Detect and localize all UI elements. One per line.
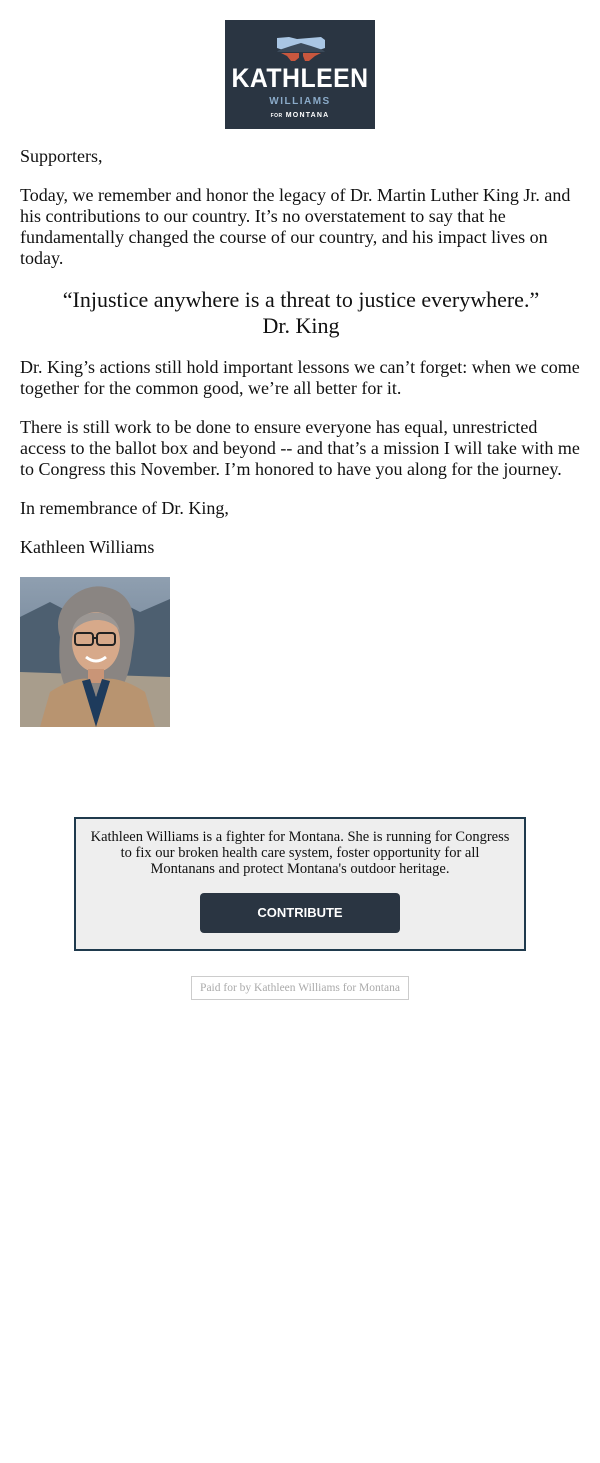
letter-body bbox=[20, 146, 582, 576]
signature: Kathleen Williams bbox=[20, 537, 155, 557]
paragraph-work: There is still work to be done to ensure everyone has equal, unrestricted access to the ballot box and beyond -- and that’s a mission I will take with me to Congress this November. I’m honored to have you along for the journey. bbox=[20, 417, 580, 479]
paragraph-lessons: Dr. King’s actions still hold important lessons we can’t forget: when we come together for the common good, we’re all better for it. bbox=[20, 357, 580, 398]
candidate-photo-icon bbox=[20, 577, 170, 727]
paid-for-disclaimer: Paid for by Kathleen Williams for Montana bbox=[191, 976, 409, 1000]
candidate-portrait bbox=[20, 577, 170, 727]
campaign-logo bbox=[225, 20, 375, 129]
campaign-info-box bbox=[74, 817, 526, 951]
greeting: Supporters, bbox=[20, 146, 103, 166]
logo-state: MONTANA bbox=[285, 112, 330, 119]
logo-subtitle: WILLIAMS bbox=[269, 96, 331, 107]
closing: In remembrance of Dr. King, bbox=[20, 498, 229, 518]
quote-block bbox=[20, 287, 582, 339]
quote-author: Dr. King bbox=[262, 313, 340, 338]
campaign-description: Kathleen Williams is a fighter for Montana. She is running for Congress to fix our broken health care system, foster opportunity for all Montanans and protect Montana's outdoor heritage. bbox=[90, 829, 510, 877]
paragraph-legacy: Today, we remember and honor the legacy of Dr. Martin Luther King Jr. and his contributions to our country. It’s no overstatement to say that he fundamentally changed the course of our country, and his impact lives on today. bbox=[20, 185, 571, 268]
montana-mountain-logo-icon bbox=[275, 34, 327, 62]
quote-text: “Injustice anywhere is a threat to justice everywhere.” bbox=[62, 287, 540, 312]
contribute-button[interactable]: CONTRIBUTE bbox=[200, 893, 400, 933]
logo-name: KATHLEEN bbox=[231, 63, 369, 93]
logo-tagline bbox=[225, 111, 375, 121]
logo-for-word: FOR bbox=[270, 113, 283, 119]
